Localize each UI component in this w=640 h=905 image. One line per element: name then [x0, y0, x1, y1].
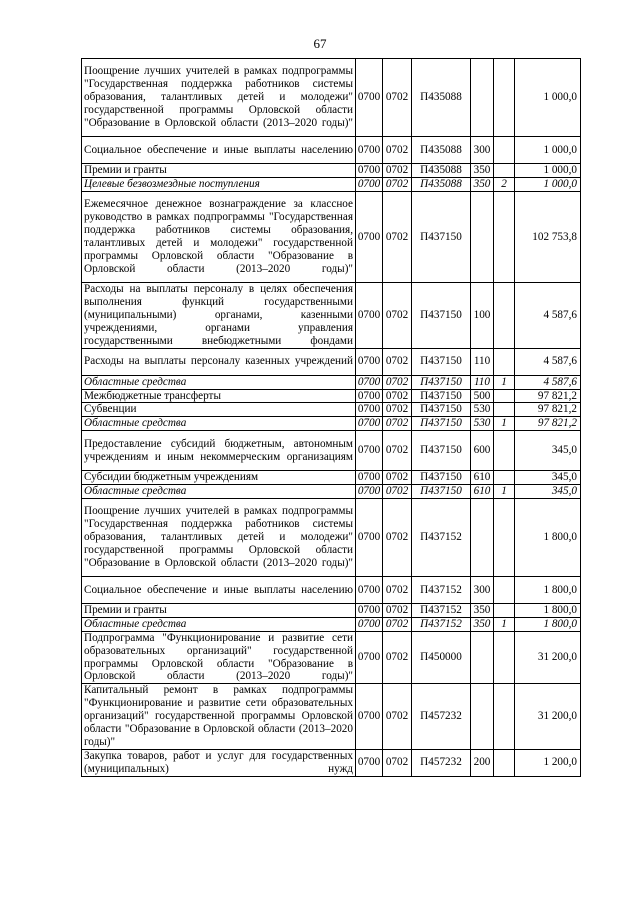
amount-cell: 1 800,0	[515, 498, 581, 576]
subsection-code-cell: 0702	[383, 375, 412, 389]
amount-cell: 345,0	[515, 484, 581, 498]
amount-cell: 1 000,0	[515, 137, 581, 164]
subsection-code-cell: 0702	[383, 631, 412, 684]
funding-source-cell	[494, 749, 515, 776]
row-name-cell: Расходы на выплаты персоналу в целях обеспечения выполнения функций государственными (муниципальными) органами, казенными учреждениями, органами управления государственными внебюджетными фондами	[82, 283, 356, 349]
section-code-cell: 0700	[356, 348, 383, 375]
expense-type-cell: 300	[471, 577, 494, 604]
target-article-cell: П437150	[412, 470, 471, 484]
target-article-cell: П435088	[412, 59, 471, 137]
subsection-code-cell: 0702	[383, 164, 412, 178]
section-code-cell: 0700	[356, 192, 383, 283]
section-code-cell: 0700	[356, 431, 383, 471]
amount-cell: 1 800,0	[515, 617, 581, 631]
funding-source-cell	[494, 603, 515, 617]
table-row	[82, 577, 581, 604]
row-name-cell: Социальное обеспечение и иные выплаты населению	[82, 137, 356, 164]
row-name-cell: Межбюджетные трансферты	[82, 389, 356, 403]
section-code-cell: 0700	[356, 603, 383, 617]
expense-type-cell: 200	[471, 749, 494, 776]
funding-source-cell	[494, 498, 515, 576]
expense-type-cell: 610	[471, 484, 494, 498]
funding-source-cell	[494, 164, 515, 178]
table-row	[82, 137, 581, 164]
target-article-cell: П457232	[412, 684, 471, 750]
subsection-code-cell: 0702	[383, 417, 412, 431]
funding-source-cell: 1	[494, 417, 515, 431]
target-article-cell: П437150	[412, 192, 471, 283]
subsection-code-cell: 0702	[383, 617, 412, 631]
row-name-cell: Поощрение лучших учителей в рамках подпрограммы "Государственная поддержка работников системы образования, талантливых детей и молодежи" государственной программы Орловской области "Образование в Орловской области (2013–2020 годы)"	[82, 59, 356, 137]
table-row	[82, 59, 581, 137]
subsection-code-cell: 0702	[383, 192, 412, 283]
funding-source-cell	[494, 470, 515, 484]
expense-type-cell	[471, 684, 494, 750]
row-name-cell: Предоставление субсидий бюджетным, автономным учреждениям и иным некоммерческим организациям	[82, 431, 356, 471]
table-row	[82, 470, 581, 484]
section-code-cell: 0700	[356, 375, 383, 389]
target-article-cell: П437150	[412, 403, 471, 417]
section-code-cell: 0700	[356, 749, 383, 776]
target-article-cell: П435088	[412, 164, 471, 178]
budget-table	[81, 58, 581, 777]
target-article-cell: П437150	[412, 484, 471, 498]
target-article-cell: П437150	[412, 348, 471, 375]
row-name-cell: Субвенции	[82, 403, 356, 417]
row-name-cell: Капитальный ремонт в рамках подпрограммы "Функционирование и развитие сети образовательных организаций" государственной программы Орловской области "Образование в Орловской области (2013–2020 годы)"	[82, 684, 356, 750]
amount-cell: 31 200,0	[515, 631, 581, 684]
expense-type-cell	[471, 59, 494, 137]
target-article-cell: П437150	[412, 375, 471, 389]
target-article-cell: П435088	[412, 178, 471, 192]
funding-source-cell	[494, 431, 515, 471]
target-article-cell: П437152	[412, 617, 471, 631]
table-row	[82, 348, 581, 375]
expense-type-cell: 350	[471, 178, 494, 192]
target-article-cell: П437150	[412, 431, 471, 471]
subsection-code-cell: 0702	[383, 684, 412, 750]
target-article-cell: П437150	[412, 283, 471, 349]
target-article-cell: П435088	[412, 137, 471, 164]
section-code-cell: 0700	[356, 389, 383, 403]
section-code-cell: 0700	[356, 59, 383, 137]
amount-cell: 1 800,0	[515, 603, 581, 617]
page-number: 67	[313, 36, 327, 51]
row-name-cell: Поощрение лучших учителей в рамках подпрограммы "Государственная поддержка работников системы образования, талантливых детей и молодежи" государственной программы Орловской области "Образование в Орловской области (2013–2020 годы)"	[82, 498, 356, 576]
amount-cell: 97 821,2	[515, 403, 581, 417]
row-name-cell: Закупка товаров, работ и услуг для государственных (муниципальных) нужд	[82, 749, 356, 776]
table-row	[82, 164, 581, 178]
section-code-cell: 0700	[356, 137, 383, 164]
amount-cell: 4 587,6	[515, 283, 581, 349]
section-code-cell: 0700	[356, 684, 383, 750]
amount-cell: 1 000,0	[515, 164, 581, 178]
expense-type-cell: 530	[471, 417, 494, 431]
subsection-code-cell: 0702	[383, 348, 412, 375]
funding-source-cell	[494, 283, 515, 349]
subsection-code-cell: 0702	[383, 749, 412, 776]
amount-cell: 1 200,0	[515, 749, 581, 776]
amount-cell: 31 200,0	[515, 684, 581, 750]
expense-type-cell: 350	[471, 164, 494, 178]
row-name-cell: Субсидии бюджетным учреждениям	[82, 470, 356, 484]
expense-type-cell: 600	[471, 431, 494, 471]
funding-source-cell	[494, 577, 515, 604]
table-row	[82, 403, 581, 417]
expense-type-cell: 110	[471, 348, 494, 375]
row-name-cell: Подпрограмма "Функционирование и развитие сети образовательных организаций" государственной программы Орловской области "Образование в Орловской области (2013–2020 годы)"	[82, 631, 356, 684]
subsection-code-cell: 0702	[383, 137, 412, 164]
table-row	[82, 417, 581, 431]
subsection-code-cell: 0702	[383, 577, 412, 604]
expense-type-cell: 100	[471, 283, 494, 349]
table-row	[82, 603, 581, 617]
funding-source-cell	[494, 631, 515, 684]
subsection-code-cell: 0702	[383, 431, 412, 471]
row-name-cell: Целевые безвозмездные поступления	[82, 178, 356, 192]
section-code-cell: 0700	[356, 498, 383, 576]
table-row	[82, 283, 581, 349]
amount-cell: 4 587,6	[515, 348, 581, 375]
table-row	[82, 389, 581, 403]
target-article-cell: П437150	[412, 417, 471, 431]
funding-source-cell: 1	[494, 375, 515, 389]
section-code-cell: 0700	[356, 417, 383, 431]
target-article-cell: П450000	[412, 631, 471, 684]
table-row	[82, 375, 581, 389]
row-name-cell: Областные средства	[82, 417, 356, 431]
table-row	[82, 749, 581, 776]
subsection-code-cell: 0702	[383, 59, 412, 137]
table-row	[82, 431, 581, 471]
funding-source-cell	[494, 192, 515, 283]
subsection-code-cell: 0702	[383, 178, 412, 192]
target-article-cell: П437152	[412, 577, 471, 604]
table-row	[82, 192, 581, 283]
row-name-cell: Премии и гранты	[82, 164, 356, 178]
target-article-cell: П437152	[412, 498, 471, 576]
section-code-cell: 0700	[356, 164, 383, 178]
section-code-cell: 0700	[356, 470, 383, 484]
amount-cell: 97 821,2	[515, 417, 581, 431]
table-row	[82, 498, 581, 576]
section-code-cell: 0700	[356, 484, 383, 498]
section-code-cell: 0700	[356, 631, 383, 684]
expense-type-cell: 300	[471, 137, 494, 164]
subsection-code-cell: 0702	[383, 283, 412, 349]
subsection-code-cell: 0702	[383, 498, 412, 576]
row-name-cell: Областные средства	[82, 617, 356, 631]
expense-type-cell	[471, 631, 494, 684]
row-name-cell: Ежемесячное денежное вознаграждение за классное руководство в рамках подпрограммы "Государственная поддержка работников системы образования, талантливых детей и молодежи" государственной программы Орловской области "Образование в Орловской области (2013–2020 годы)"	[82, 192, 356, 283]
subsection-code-cell: 0702	[383, 484, 412, 498]
amount-cell: 1 800,0	[515, 577, 581, 604]
funding-source-cell: 1	[494, 617, 515, 631]
table-row	[82, 684, 581, 750]
funding-source-cell: 1	[494, 484, 515, 498]
amount-cell: 1 000,0	[515, 59, 581, 137]
subsection-code-cell: 0702	[383, 403, 412, 417]
section-code-cell: 0700	[356, 617, 383, 631]
funding-source-cell	[494, 59, 515, 137]
table-row	[82, 631, 581, 684]
table-row	[82, 617, 581, 631]
section-code-cell: 0700	[356, 283, 383, 349]
table-row	[82, 178, 581, 192]
expense-type-cell: 350	[471, 603, 494, 617]
expense-type-cell: 350	[471, 617, 494, 631]
expense-type-cell: 610	[471, 470, 494, 484]
section-code-cell: 0700	[356, 178, 383, 192]
funding-source-cell	[494, 137, 515, 164]
target-article-cell: П457232	[412, 749, 471, 776]
expense-type-cell: 500	[471, 389, 494, 403]
funding-source-cell	[494, 348, 515, 375]
expense-type-cell	[471, 192, 494, 283]
amount-cell: 4 587,6	[515, 375, 581, 389]
funding-source-cell	[494, 403, 515, 417]
expense-type-cell: 530	[471, 403, 494, 417]
expense-type-cell: 110	[471, 375, 494, 389]
subsection-code-cell: 0702	[383, 389, 412, 403]
row-name-cell: Расходы на выплаты персоналу казенных учреждений	[82, 348, 356, 375]
section-code-cell: 0700	[356, 577, 383, 604]
amount-cell: 102 753,8	[515, 192, 581, 283]
row-name-cell: Социальное обеспечение и иные выплаты населению	[82, 577, 356, 604]
row-name-cell: Областные средства	[82, 484, 356, 498]
subsection-code-cell: 0702	[383, 603, 412, 617]
row-name-cell: Областные средства	[82, 375, 356, 389]
table-row	[82, 484, 581, 498]
amount-cell: 345,0	[515, 470, 581, 484]
row-name-cell: Премии и гранты	[82, 603, 356, 617]
subsection-code-cell: 0702	[383, 470, 412, 484]
amount-cell: 97 821,2	[515, 389, 581, 403]
amount-cell: 1 000,0	[515, 178, 581, 192]
target-article-cell: П437150	[412, 389, 471, 403]
funding-source-cell: 2	[494, 178, 515, 192]
amount-cell: 345,0	[515, 431, 581, 471]
funding-source-cell	[494, 684, 515, 750]
expense-type-cell	[471, 498, 494, 576]
target-article-cell: П437152	[412, 603, 471, 617]
funding-source-cell	[494, 389, 515, 403]
section-code-cell: 0700	[356, 403, 383, 417]
